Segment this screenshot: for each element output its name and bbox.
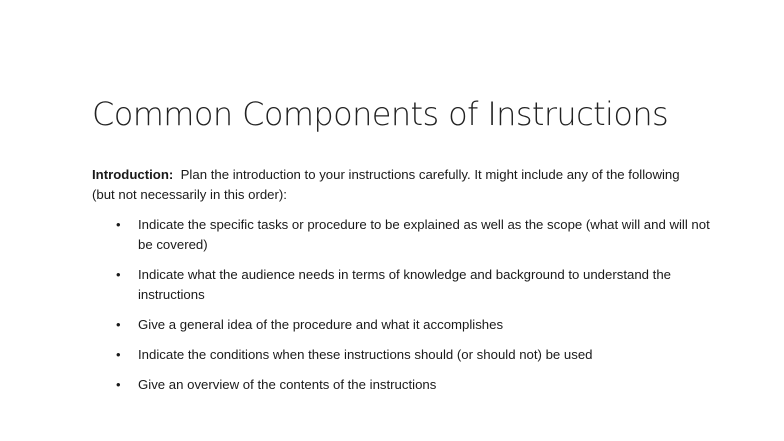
list-item: [114, 265, 714, 305]
bullet-icon: •: [116, 317, 121, 332]
intro-paragraph: [92, 165, 702, 205]
list-item: [114, 375, 714, 395]
bullet-icon: •: [116, 377, 121, 392]
list-item: [114, 215, 714, 255]
intro-text: Plan the introduction to your instructions carefully. It might include any of the following (but not necessarily in this order):: [92, 167, 680, 202]
bullet-list: [114, 215, 714, 405]
list-item: [114, 345, 714, 365]
bullet-icon: •: [116, 267, 121, 282]
list-item-text: Indicate the specific tasks or procedure to be explained as well as the scope (what will and will not be covered): [138, 217, 710, 252]
list-item-text: Indicate the conditions when these instructions should (or should not) be used: [138, 347, 593, 362]
bullet-icon: •: [116, 217, 121, 232]
list-item: [114, 315, 714, 335]
intro-lead: Introduction:: [92, 167, 174, 182]
list-item-text: Indicate what the audience needs in terms of knowledge and background to understand the instructions: [138, 267, 671, 302]
list-item-text: Give a general idea of the procedure and what it accomplishes: [138, 317, 504, 332]
slide-title: Common Components of Instructions: [92, 95, 669, 133]
bullet-icon: •: [116, 347, 121, 362]
list-item-text: Give an overview of the contents of the instructions: [138, 377, 437, 392]
